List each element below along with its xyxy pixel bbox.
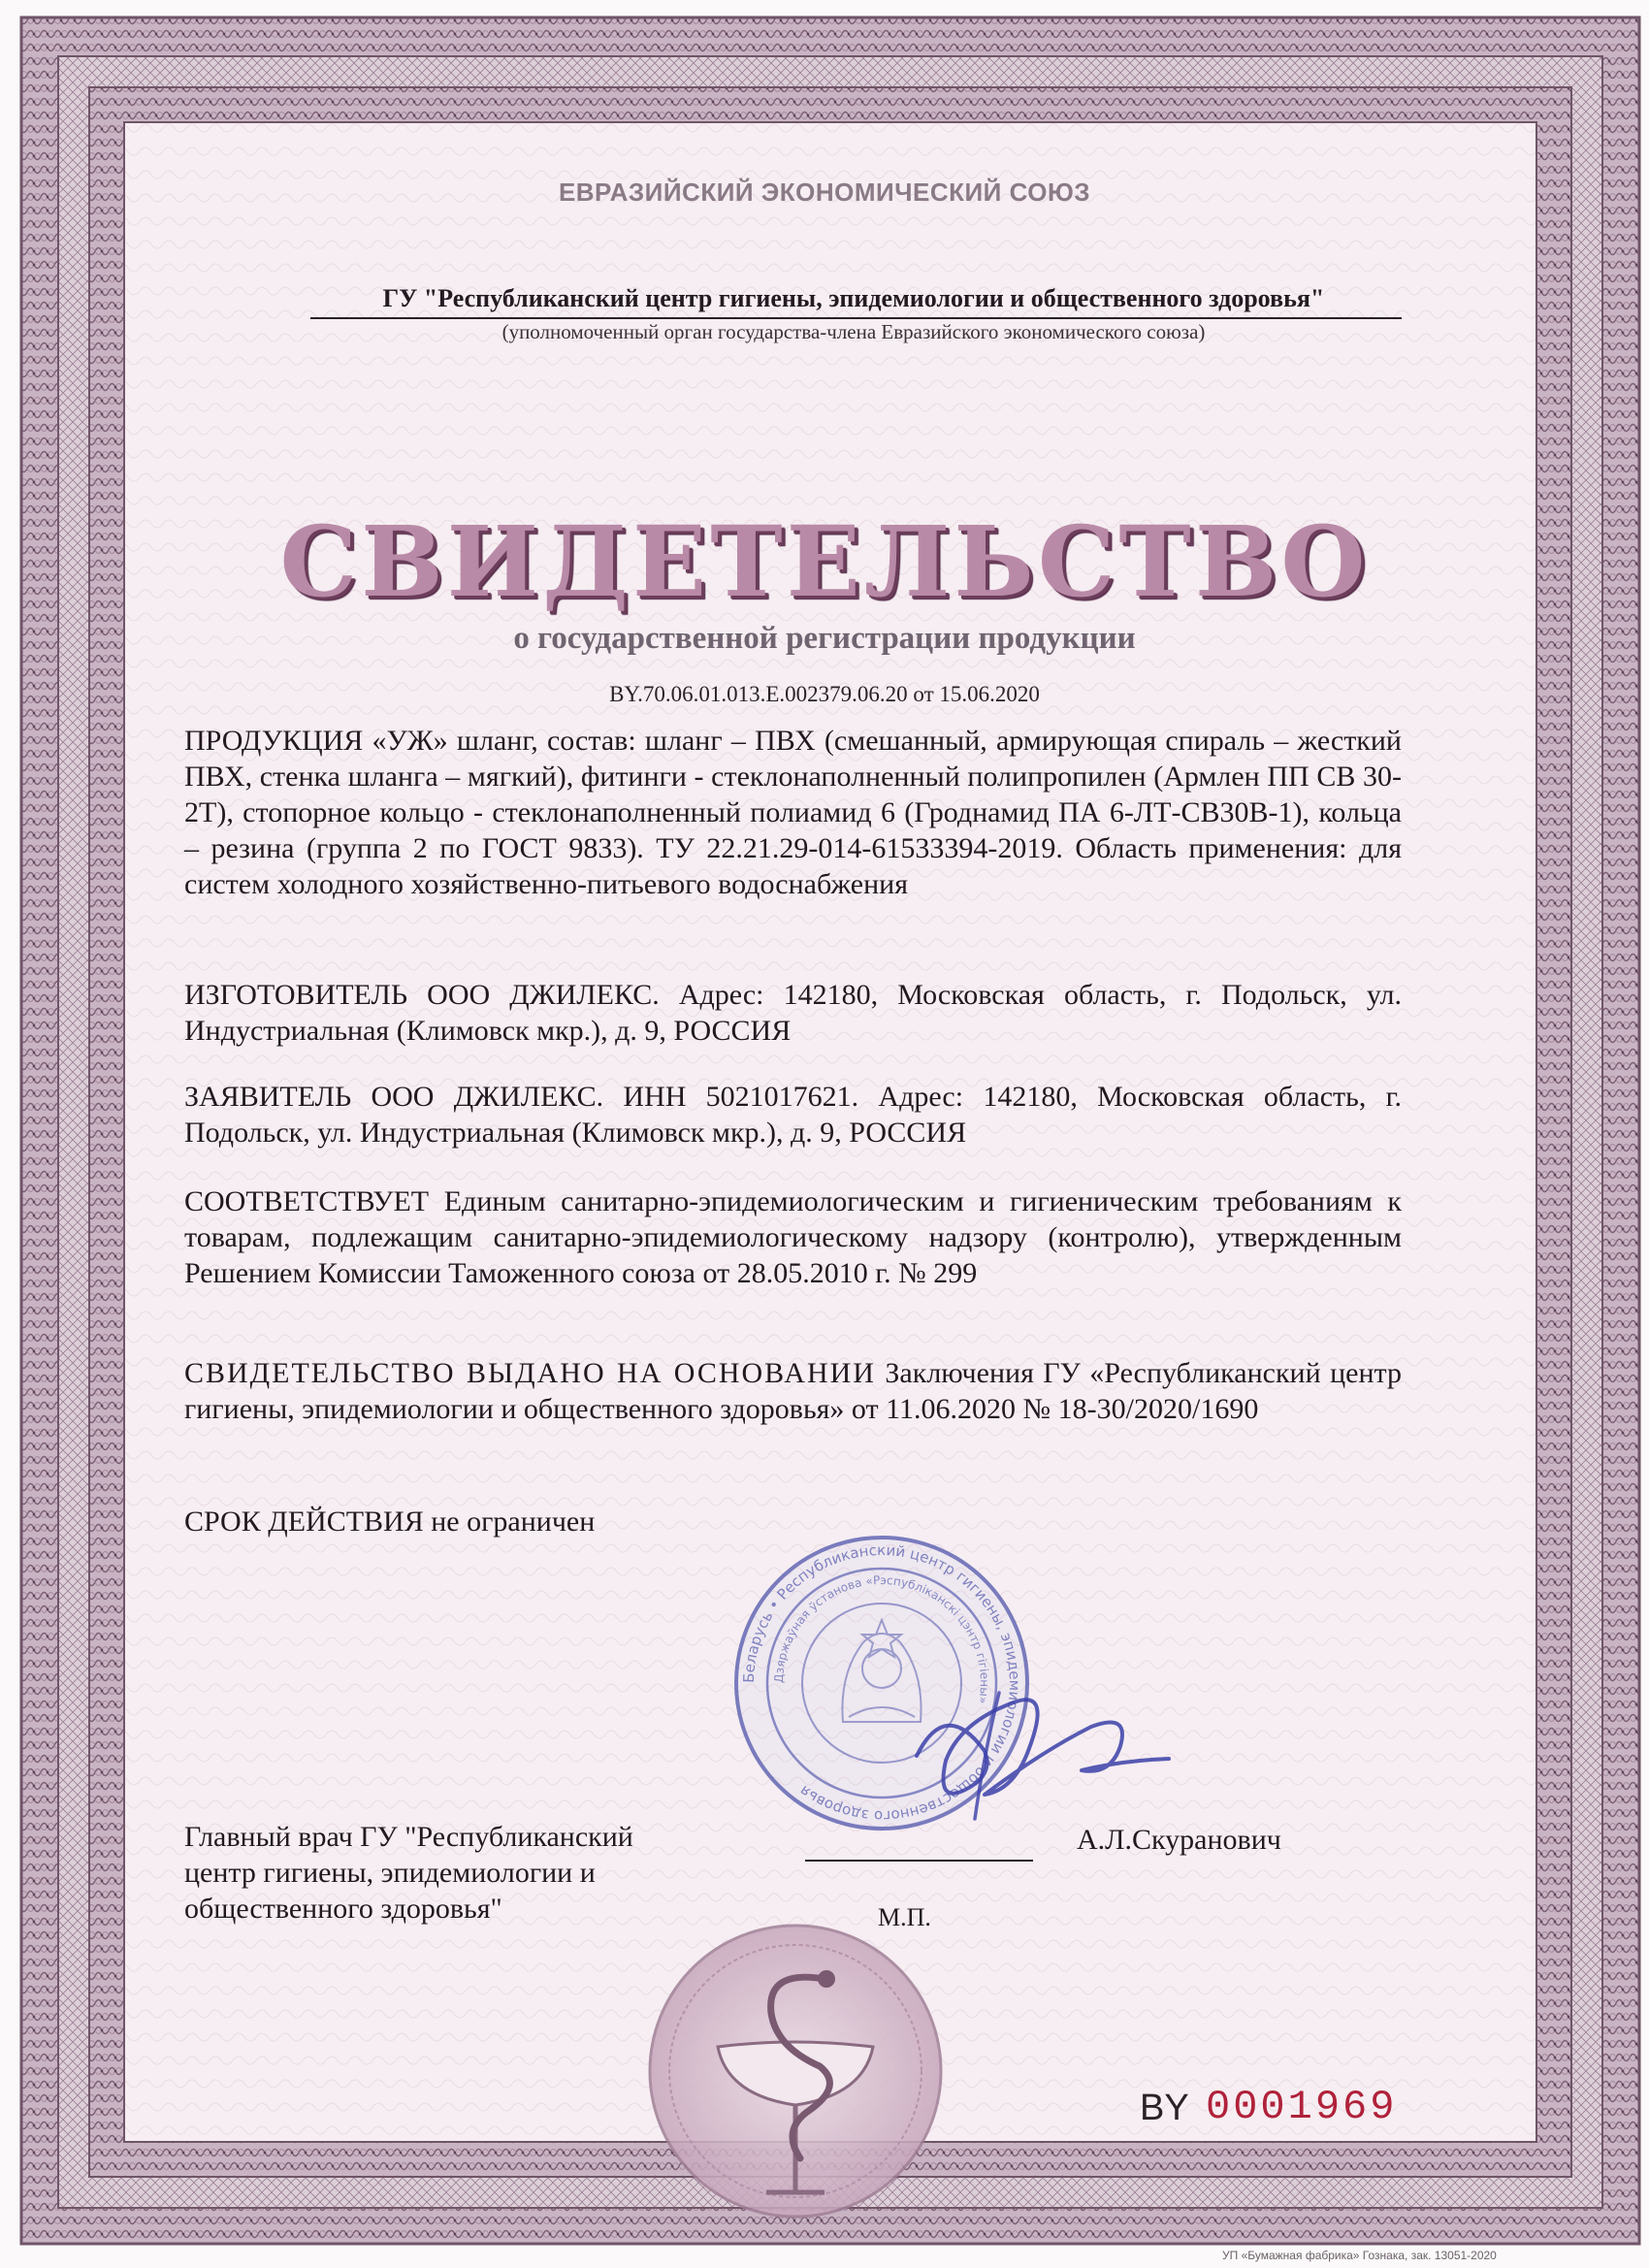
seal-outer-text: Беларусь • Республиканский центр гигиены, эпидемиологии и общественного здоровья <box>739 1540 1024 1826</box>
product-label: ПРОДУКЦИЯ <box>184 725 364 757</box>
validity-text: не ограничен <box>423 1506 596 1538</box>
signature-line <box>805 1860 1033 1862</box>
issuing-authority: ГУ "Республиканский центр гигиены, эпидемиологии и общественного здоровья" <box>382 284 1325 312</box>
manufacturer-section <box>184 977 1402 1049</box>
medical-emblem-icon <box>601 1901 989 2221</box>
certificate-title: СВИДЕТЕЛЬСТВО <box>279 504 1370 619</box>
validity-label: СРОК ДЕЙСТВИЯ <box>184 1506 424 1538</box>
manufacturer-label: ИЗГОТОВИТЕЛЬ <box>184 979 408 1011</box>
serial-prefix: BY <box>1140 2088 1189 2128</box>
conformity-section <box>184 1183 1402 1291</box>
signatory-position-line2: центр гигиены, эпидемиологии и <box>184 1857 596 1889</box>
basis-text: Заключения ГУ «Республиканский центр гигиены, эпидемиологии и общественного здоровья» от 11.06.2020 № 18-30/2020/1690 <box>184 1357 1402 1425</box>
applicant-section <box>184 1079 1402 1150</box>
union-heading: ЕВРАЗИЙСКИЙ ЭКОНОМИЧЕСКИЙ СОЮЗ <box>558 178 1091 207</box>
applicant-text: ООО ДЖИЛЕКС. ИНН 5021017621. Адрес: 142180, Московская область, г. Подольск, ул. Индустриальная (Климовск мкр.), д. 9, РОССИЯ <box>184 1081 1402 1149</box>
serial-number: 0001969 <box>1206 2084 1398 2130</box>
signatory-name: А.Л.Скуранович <box>1077 1824 1281 1856</box>
conformity-label: СООТВЕТСТВУЕТ <box>184 1185 430 1217</box>
authority-note: (уполномоченный орган государства-члена Евразийского экономического союза) <box>501 320 1206 343</box>
product-text: «УЖ» шланг, состав: шланг – ПВХ (смешанный, армирующая спираль – жесткий ПВХ, стенка шланга – мягкий), фитинги - стеклонаполненный полипропилен (Армлен ПП СВ 30-2Т), стопорное кольцо - стеклонаполненный полиамид 6 (Гроднамид ПА 6-ЛТ-СВ30В-1), кольца – резина (группа 2 по ГОСТ 9833). ТУ 22.21.29-014-61533394-2019. Область применения: для систем холодного хозяйственно-питьевого водоснабжения <box>184 725 1402 900</box>
authority-underline <box>310 317 1402 319</box>
seal-inner-text: Дзяржаўная ўстанова «Рэспубліканскі цэнтр гігіены» <box>771 1572 992 1705</box>
registration-number: BY.70.06.01.013.E.002379.06.20 от 15.06.2020 <box>609 682 1040 706</box>
signatory-position-line3: общественного здоровья" <box>184 1893 502 1925</box>
printer-note: УП «Бумажная фабрика» Гознака, зак. 13051-2020 <box>1222 2249 1497 2262</box>
product-section <box>184 723 1402 902</box>
manufacturer-text: ООО ДЖИЛЕКС. Адрес: 142180, Московская область, г. Подольск, ул. Индустриальная (Климовск мкр.), д. 9, РОССИЯ <box>184 979 1402 1047</box>
stamp-place-label: М.П. <box>878 1903 931 1931</box>
basis-section <box>184 1355 1402 1427</box>
conformity-text: Единым санитарно-эпидемиологическим и гигиеническим требованиям к товарам, подлежащим санитарно-эпидемиологическому надзору (контролю), утвержденным Решением Комиссии Таможенного союза от 28.05.2010 г. № 299 <box>184 1185 1402 1289</box>
signatory-position-line1: Главный врач ГУ "Республиканский <box>184 1821 633 1853</box>
applicant-label: ЗАЯВИТЕЛЬ <box>184 1081 352 1113</box>
certificate-subtitle: о государственной регистрации продукции <box>513 621 1136 656</box>
basis-label: СВИДЕТЕЛЬСТВО ВЫДАНО НА ОСНОВАНИИ <box>184 1357 876 1389</box>
official-seal <box>694 1528 1198 1916</box>
